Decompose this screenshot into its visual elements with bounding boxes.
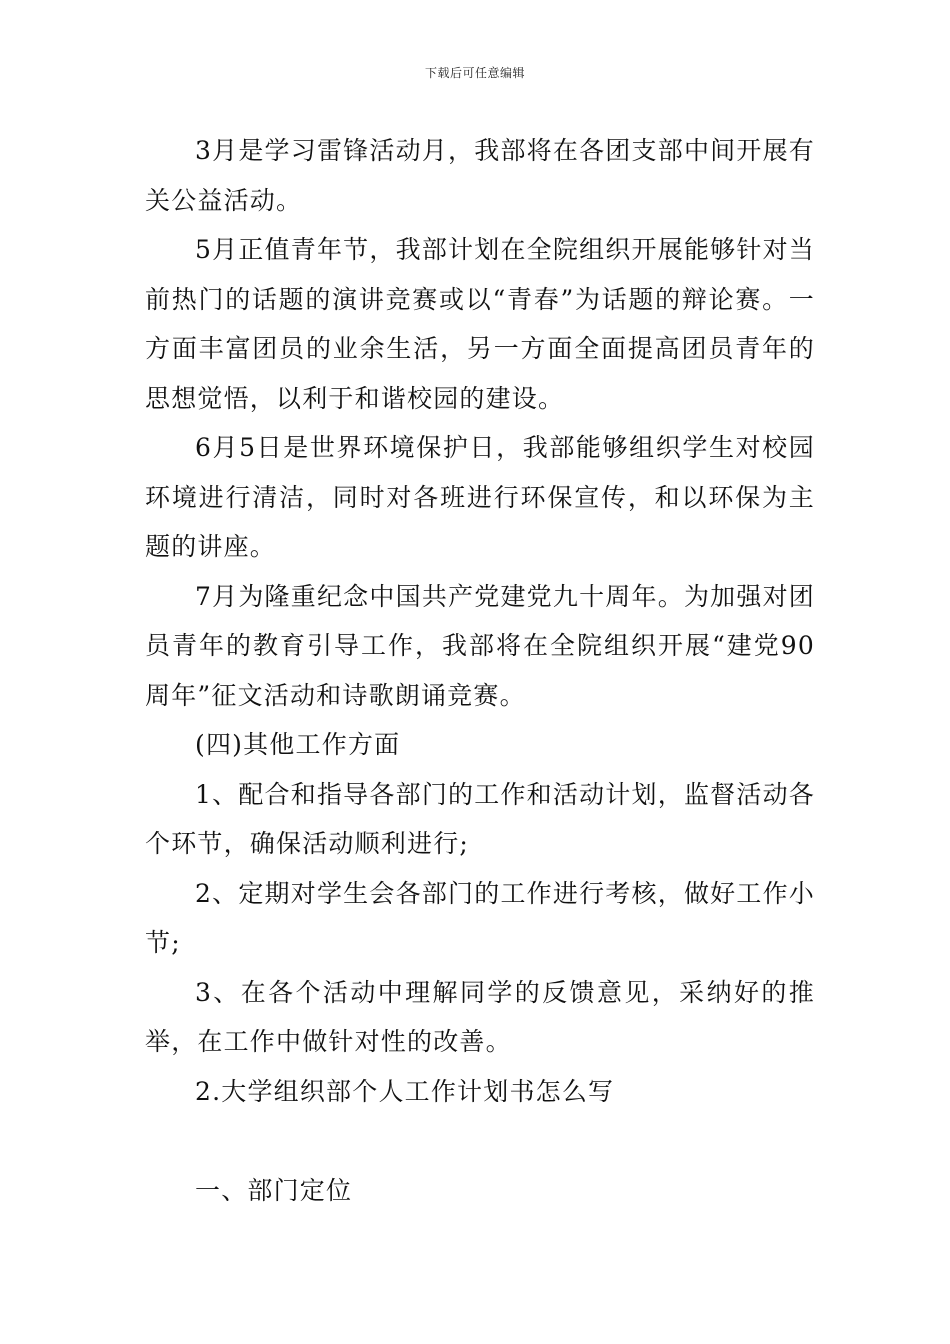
paragraph-june: 6月5日是世界环境保护日，我部能够组织学生对校园环境进行清洁，同时对各班进行环保宣传，和以环保为主题的讲座。 <box>145 433 815 561</box>
paragraph-may: 5月正值青年节，我部计划在全院组织开展能够针对当前热门的话题的演讲竞赛或以“青春”为话题的辩论赛。一方面丰富团员的业余生活，另一方面全面提高团员青年的思想觉悟，以利于和谐校园的建设。 <box>145 235 815 413</box>
section-heading-other-work: (四)其他工作方面 <box>195 730 401 759</box>
list-item-3: 3、在各个活动中理解同学的反馈意见，采纳好的推举，在工作中做针对性的改善。 <box>145 977 815 1056</box>
list-item-2: 2、定期对学生会各部门的工作进行考核，做好工作小节; <box>145 878 815 957</box>
paragraph-march: 3月是学习雷锋活动月，我部将在各团支部中间开展有关公益活动。 <box>145 136 815 215</box>
paragraph-july: 7月为隆重纪念中国共产党建党九十周年。为加强对团员青年的教育引导工作，我部将在全院组织开展“建党90周年”征文活动和诗歌朗诵竞赛。 <box>145 581 815 710</box>
list-item-1: 1、配合和指导各部门的工作和活动计划，监督活动各个环节，确保活动顺利进行; <box>145 779 815 858</box>
section-heading-department-positioning: 一、部门定位 <box>195 1175 353 1205</box>
page-header: 下载后可任意编辑 <box>424 66 525 80</box>
blank-line <box>145 1116 815 1166</box>
section-title-2: 2.大学组织部个人工作计划书怎么写 <box>195 1076 615 1106</box>
document-body <box>145 126 815 1215</box>
